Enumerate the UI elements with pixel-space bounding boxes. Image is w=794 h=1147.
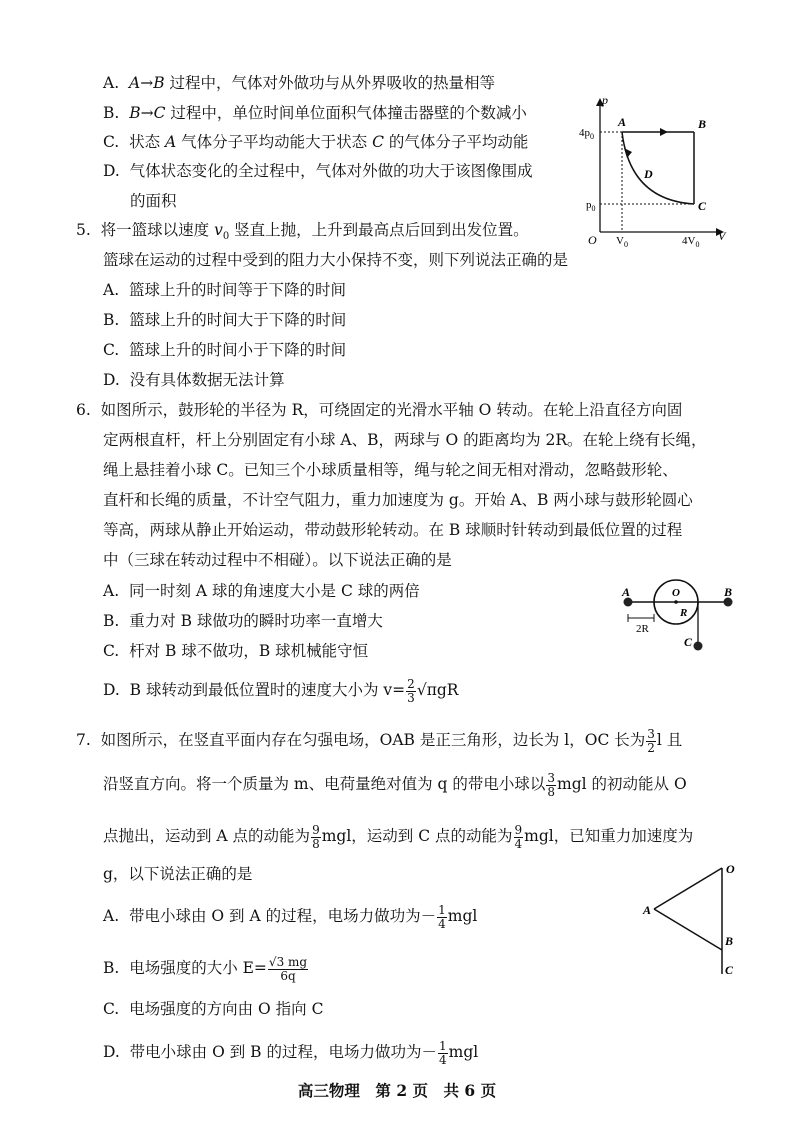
q6-stem-4: 直杆和长绳的质量，不计空气阻力，重力加速度为 g。开始 A、B 两小球与鼓形轮圆心: [103, 491, 693, 509]
q6-stem-6: 中（三球在转动过程中不相碰）。以下说法正确的是: [103, 551, 452, 569]
label-p0: $p_0$: [586, 199, 596, 213]
q5-option-d: D. 没有具体数据无法计算: [103, 371, 285, 389]
q6-option-c: C. 杆对 B 球不做功，B 球机械能守恒: [103, 642, 369, 660]
q5-option-c: C. 篮球上升的时间小于下降的时间: [103, 341, 347, 359]
q4-option-a: A. A→B 过程中，气体对外做功与从外界吸收的热量相等: [103, 74, 496, 92]
label-origin: O: [588, 233, 597, 247]
label-a: A: [643, 903, 652, 917]
q4-option-b: B. B→C 过程中，单位时间单位面积气体撞击器壁的个数减小: [103, 104, 527, 122]
q5-option-b: B. 篮球上升的时间大于下降的时间: [103, 311, 347, 329]
label-c: C: [684, 635, 693, 649]
label-v: V: [718, 229, 726, 243]
ca-arrow: [624, 148, 632, 158]
q6-option-d: D. B 球转动到最低位置时的速度大小为 v= $\frac{2}{3}$ √πgR: [103, 676, 459, 705]
q7-option-b: B. 电场强度的大小 E= $\frac{√3 mg}{6q}$: [103, 954, 308, 983]
ab-arrow: [660, 128, 668, 136]
pv-graph: [578, 92, 728, 249]
q7-option-c: C. 电场强度的方向由 O 指向 C: [103, 1000, 324, 1018]
side-ab: [654, 909, 722, 950]
label-o: O: [672, 587, 680, 599]
point-a: A: [618, 115, 627, 129]
q4-option-c: C. 状态 A 气体分子平均动能大于状态 C 的气体分子平均动能: [103, 133, 529, 151]
q6-option-b: B. 重力对 B 球做功的瞬时功率一直增大: [103, 612, 383, 630]
label-o: O: [726, 862, 735, 876]
label-v0: $V_0$: [616, 235, 628, 249]
page-footer: 高三物理 第 2 页 共 6 页: [297, 1081, 497, 1100]
ball-c: [694, 642, 703, 651]
label-b: B: [724, 585, 733, 599]
label-4v0: $4V_0$: [682, 235, 700, 249]
q5-option-a: A. 篮球上升的时间等于下降的时间: [103, 281, 346, 299]
q6-option-a: A. 同一时刻 A 球的角速度大小是 C 球的两倍: [103, 582, 420, 600]
label-r: R: [680, 607, 688, 619]
point-c: C: [698, 199, 707, 213]
label-p: p: [602, 93, 608, 107]
label-2r: 2R: [636, 623, 649, 635]
point-b: B: [698, 117, 707, 131]
side-oa: [654, 868, 722, 909]
q7-stem-4: g，以下说法正确的是: [103, 865, 253, 883]
q7-stem-2: 沿竖直方向。将一个质量为 m、电荷量绝对值为 q 的带电小球以 $\frac{3}{8}$ mgl 的初动能从 O: [103, 770, 687, 799]
q7-option-a: A. 带电小球由 O 到 A 的过程，电场力做功为－ $\frac{1}{4}$ mgl: [103, 902, 478, 931]
q6-stem-3: 绳上悬挂着小球 C。已知三个小球质量相等，绳与轮之间无相对滑动，忽略鼓形轮、: [103, 461, 678, 479]
q7-stem-3: 点抛出，运动到 A 点的动能为 $\frac{9}{8}$ mgl，运动到 C 点的动能为 $\frac{9}{4}$ mgl，已知重力加速度为: [103, 822, 694, 851]
label-b: B: [725, 934, 734, 948]
q7-stem-1: 7. 如图所示，在竖直平面内存在匀强电场，OAB 是正三角形，边长为 l，OC 长为 $\frac{3}{2}$ l 且: [76, 726, 683, 755]
q7-option-d: D. 带电小球由 O 到 B 的过程，电场力做功为－ $\frac{1}{4}$ mgl: [103, 1038, 479, 1067]
label-a: A: [622, 585, 631, 599]
q5-stem-1: 5. 将一篮球以速度 $v_0$ 竖直上抛，上升到最高点后回到出发位置。: [76, 221, 529, 243]
drum-wheel-figure: [618, 582, 738, 662]
q4-option-d: D. 气体状态变化的全过程中，气体对外做的功大于该图像围成: [103, 162, 533, 180]
triangle-figure: [640, 858, 750, 983]
q5-stem-2: 篮球在运动的过程中受到的阻力大小保持不变，则下列说法正确的是: [103, 251, 569, 269]
q6-stem-5: 等高，两球从静止开始运动，带动鼓形轮转动。在 B 球顺时针转动到最低位置的过程: [103, 521, 683, 539]
q6-stem-1: 6. 如图所示，鼓形轮的半径为 R，可绕固定的光滑水平轴 O 转动。在轮上沿直径方向固: [76, 401, 683, 419]
label-4p0: $4p_0$: [579, 127, 594, 141]
q6-stem-2: 定两根直杆，杆上分别固定有小球 A、B，两球与 O 的距离均为 2R。在轮上绕有长绳，: [103, 431, 707, 449]
path-ca-curve: [622, 132, 694, 204]
point-d: D: [644, 167, 653, 181]
q4-option-d-cont: 的面积: [130, 192, 177, 210]
label-c: C: [725, 963, 734, 977]
